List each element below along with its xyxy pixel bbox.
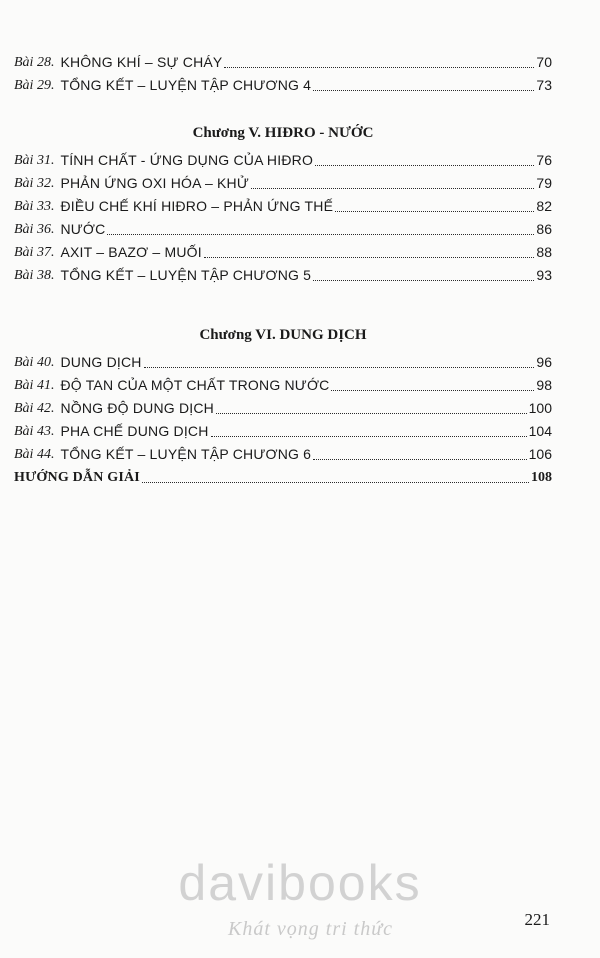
- lesson-number: Bài 32.: [14, 176, 55, 191]
- lesson-number: Bài 41.: [14, 378, 55, 393]
- dot-leader: [216, 412, 527, 414]
- page-ref: 98: [536, 377, 552, 393]
- page-ref: 82: [536, 198, 552, 214]
- toc-section-3: [14, 348, 552, 486]
- chapter-heading: Chương V. HIĐRO - NƯỚC: [192, 125, 374, 141]
- dot-leader: [313, 458, 526, 460]
- answers-title: HƯỚNG DẪN GIẢI: [14, 470, 140, 485]
- dot-leader: [211, 435, 527, 437]
- lesson-title: DUNG DỊCH: [60, 354, 142, 370]
- dot-leader: [313, 89, 534, 91]
- toc-entry[interactable]: [14, 238, 552, 261]
- lesson-title: AXIT – BAZƠ – MUỐI: [60, 244, 202, 260]
- toc-entry[interactable]: [14, 215, 552, 238]
- lesson-title: ĐIỀU CHẾ KHÍ HIĐRO – PHẢN ỨNG THẾ: [60, 198, 334, 214]
- toc-entry[interactable]: [14, 169, 552, 192]
- dot-leader: [142, 481, 529, 483]
- lesson-number: Bài 40.: [14, 355, 55, 370]
- dot-leader: [224, 66, 534, 68]
- page-ref: 104: [528, 423, 552, 439]
- page-ref: 96: [536, 354, 552, 370]
- lesson-number: Bài 33.: [14, 199, 55, 214]
- toc-entry[interactable]: [14, 394, 552, 417]
- lesson-title: ĐỘ TAN CỦA MỘT CHẤT TRONG NƯỚC: [60, 377, 330, 393]
- lesson-title: PHẢN ỨNG OXI HÓA – KHỬ: [60, 175, 250, 191]
- page-ref: 70: [536, 54, 552, 70]
- page-ref: 79: [536, 175, 552, 191]
- lesson-title: PHA CHẾ DUNG DỊCH: [60, 423, 209, 439]
- toc-section-2: [14, 146, 552, 284]
- lesson-number: Bài 37.: [14, 245, 55, 260]
- lesson-number: Bài 43.: [14, 424, 55, 439]
- toc-entry[interactable]: [14, 261, 552, 284]
- lesson-number: Bài 28.: [14, 55, 55, 70]
- lesson-title: TỔNG KẾT – LUYỆN TẬP CHƯƠNG 4: [60, 77, 312, 93]
- page-ref: 108: [531, 470, 552, 485]
- toc-entry[interactable]: [14, 48, 552, 71]
- dot-leader: [107, 233, 534, 235]
- lesson-number: Bài 38.: [14, 268, 55, 283]
- page-ref: 86: [536, 221, 552, 237]
- lesson-title: KHÔNG KHÍ – SỰ CHÁY: [60, 54, 223, 70]
- toc-entry[interactable]: [14, 348, 552, 371]
- dot-leader: [144, 366, 535, 368]
- toc-entry[interactable]: [14, 440, 552, 463]
- page-ref: 88: [536, 244, 552, 260]
- toc-entry[interactable]: [14, 71, 552, 94]
- watermark-tagline: Khát vọng tri thức: [228, 918, 394, 940]
- toc-section-1: [14, 48, 552, 94]
- watermark-logo: davibooks: [178, 855, 422, 911]
- toc-entry[interactable]: [14, 192, 552, 215]
- page-ref: 106: [528, 446, 552, 462]
- dot-leader: [335, 210, 534, 212]
- lesson-title: TÍNH CHẤT - ỨNG DỤNG CỦA HIĐRO: [60, 152, 314, 168]
- page-ref: 76: [536, 152, 552, 168]
- dot-leader: [315, 164, 534, 166]
- dot-leader: [313, 279, 534, 281]
- dot-leader: [204, 256, 535, 258]
- lesson-number: Bài 31.: [14, 153, 55, 168]
- page-ref: 100: [528, 400, 552, 416]
- page-ref: 93: [536, 267, 552, 283]
- dot-leader: [331, 389, 534, 391]
- lesson-number: Bài 42.: [14, 401, 55, 416]
- page-number: 221: [524, 910, 550, 929]
- page-ref: 73: [536, 77, 552, 93]
- lesson-number: Bài 36.: [14, 222, 55, 237]
- toc-entry[interactable]: [14, 371, 552, 394]
- lesson-title: TỔNG KẾT – LUYỆN TẬP CHƯƠNG 5: [60, 267, 312, 283]
- toc-entry[interactable]: [14, 146, 552, 169]
- toc-entry[interactable]: [14, 417, 552, 440]
- lesson-title: TỔNG KẾT – LUYỆN TẬP CHƯƠNG 6: [60, 446, 312, 462]
- lesson-title: NƯỚC: [60, 221, 106, 237]
- toc-entry-answers[interactable]: [14, 463, 552, 486]
- chapter-heading: Chương VI. DUNG DỊCH: [199, 327, 367, 343]
- dot-leader: [251, 187, 534, 189]
- lesson-number: Bài 44.: [14, 447, 55, 462]
- lesson-number: Bài 29.: [14, 78, 55, 93]
- lesson-title: NỒNG ĐỘ DUNG DỊCH: [60, 400, 214, 416]
